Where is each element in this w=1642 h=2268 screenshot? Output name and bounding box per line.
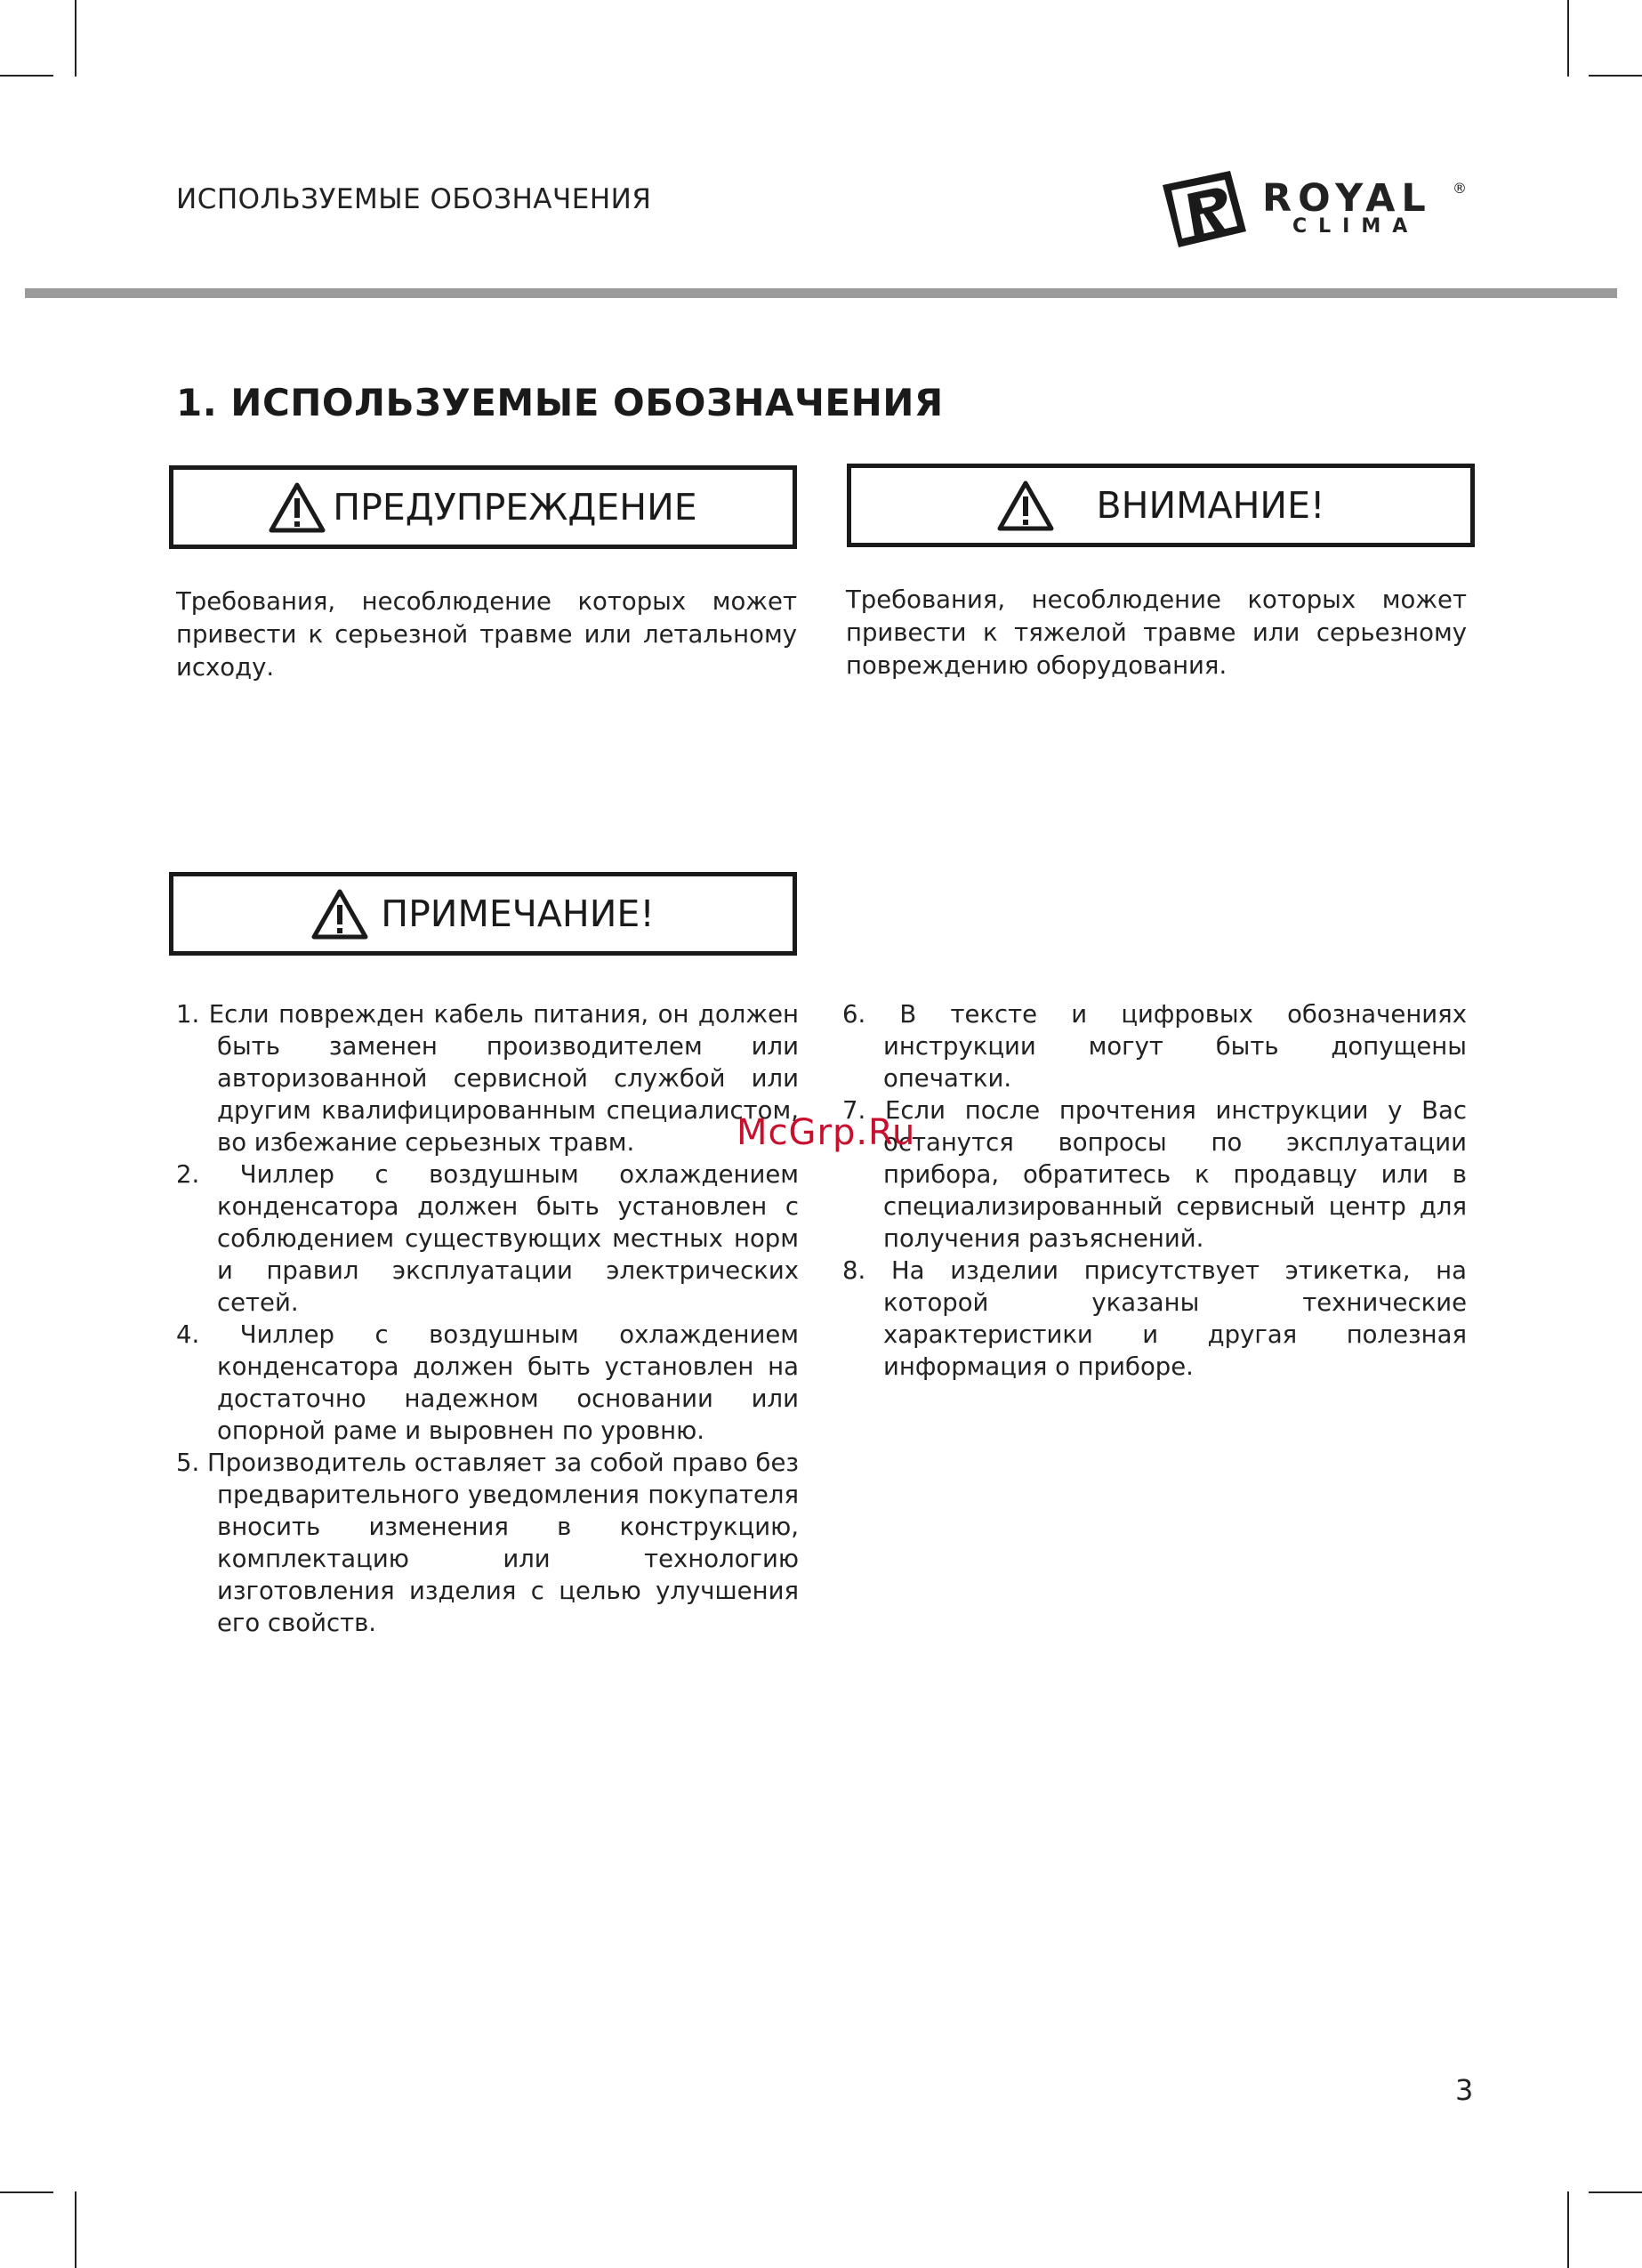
note-list-left — [176, 998, 799, 1639]
list-item: 1. Если поврежден кабель питания, он должен быть заменен производителем или авторизованной сервисной службой или другим квалифицированным специалистом, во избежание серьезных травм. — [176, 1000, 799, 1157]
list-item: 5. Производитель оставляет за собой право без предварительного уведомления покупателя вносить изменения в конструкцию, комплектацию или технологию изготовления изделия с целью улучшения его свойств. — [176, 1449, 799, 1637]
crop-mark — [1567, 0, 1569, 77]
crop-mark — [75, 0, 76, 77]
warning-triangle-icon — [269, 481, 326, 533]
crop-mark — [1589, 2191, 1642, 2193]
logo-sub-text: CLIMA — [1292, 215, 1420, 238]
header-divider — [25, 288, 1617, 298]
section-title: 1. ИСПОЛЬЗУЕМЫЕ ОБОЗНАЧЕНИЯ — [176, 381, 944, 424]
crop-mark — [0, 75, 53, 77]
logo-brand-text: ROYAL — [1262, 176, 1432, 221]
list-item: 2. Чиллер с воздушным охлаждением конденсатора должен быть установлен с соблюдением существующих местных норм и правил эксплуатации электрических сетей. — [176, 1160, 799, 1317]
caution-box — [847, 464, 1475, 547]
crop-mark — [1567, 2191, 1569, 2268]
list-item: 4. Чиллер с воздушным охлаждением конденсатора должен быть установлен на достаточно надежном основании или опорной раме и выровнен по уровню. — [176, 1320, 799, 1445]
warning-triangle-icon — [997, 480, 1054, 531]
note-label: ПРИМЕЧАНИЕ! — [381, 892, 655, 935]
warning-triangle-icon — [311, 888, 368, 940]
running-header: ИСПОЛЬЗУЕМЫЕ ОБОЗНАЧЕНИЯ — [176, 183, 652, 215]
note-box — [169, 872, 797, 956]
list-item: 8. На изделии присутствует этикетка, на которой указаны технические характеристики и другая полезная информация о приборе. — [842, 1256, 1467, 1381]
logo-registered-mark: ® — [1453, 180, 1467, 197]
warning-label: ПРЕДУПРЕЖДЕНИЕ — [333, 486, 697, 529]
royal-clima-logo — [1161, 169, 1472, 254]
caution-text: Требования, несоблюдение которых может привести к тяжелой травме или серьезному повреждению оборудования. — [846, 585, 1467, 680]
crop-mark — [1589, 75, 1642, 77]
warning-text: Требования, несоблюдение которых может привести к серьезной травме или летальному исходу. — [176, 587, 797, 682]
logo-r-mark-icon — [1161, 169, 1250, 251]
page-number: 3 — [1455, 2073, 1474, 2107]
list-item: 7. Если после прочтения инструкции у Вас останутся вопросы по эксплуатации прибора, обратитесь к продавцу или в специализированный сервисный центр для получения разъяснений. — [842, 1096, 1467, 1253]
caution-label: ВНИМАНИЕ! — [1096, 484, 1325, 527]
note-list-right — [842, 998, 1467, 1383]
warning-box — [169, 465, 797, 549]
list-item: 6. В тексте и цифровых обозначениях инструкции могут быть допущены опечатки. — [842, 1000, 1467, 1093]
watermark: McGrp.Ru — [736, 1112, 916, 1153]
crop-mark — [0, 2191, 53, 2193]
crop-mark — [75, 2191, 76, 2268]
